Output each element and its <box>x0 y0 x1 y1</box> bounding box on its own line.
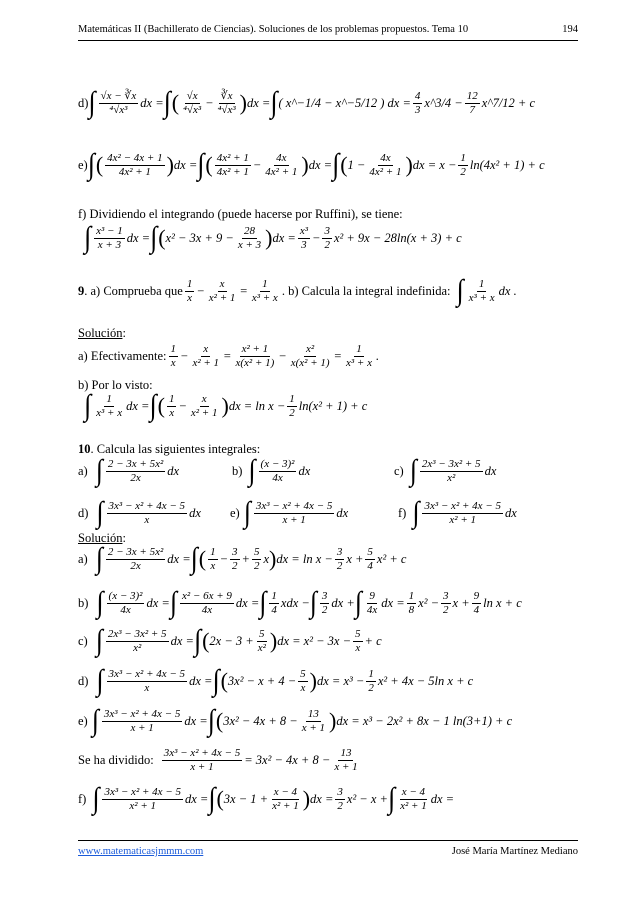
paren: ) <box>166 152 174 178</box>
frac: $\frac{\text{x² + 1}}{\text{x(x² + 1)}}$ <box>235 343 275 369</box>
text: dx = <box>140 95 164 110</box>
sol-9a: a) Efectivamente: $\frac{1}{x}$ − $\frac{x}{\text{x² + 1}}$ = $\frac{\text{x² + 1}}{\text{x(x² + 1)}}$ − $\frac{\text{x²}}{\text{x(x² + 1)}}$ = $\frac{1}{\text{x³ + x}}$ . <box>78 343 380 369</box>
problem-10: 10. Calcula las siguientes integrales: <box>78 442 261 456</box>
paren: ) <box>301 152 309 178</box>
label-d: d) <box>78 95 89 110</box>
text: dx = <box>126 398 150 413</box>
paren: ( <box>158 225 166 251</box>
paren: ( <box>171 90 180 116</box>
text: . a) Comprueba que <box>84 283 183 298</box>
paren: ) <box>239 90 247 116</box>
solution-heading-9: Solución: <box>78 326 126 340</box>
paren: ( <box>205 152 213 178</box>
paren: ) <box>405 152 413 178</box>
frac: $\frac{1}{x}$ <box>186 278 193 304</box>
sol-10a: a) ∫ $\frac{\text{2 − 3x + 5x²}}{2x}$ dx = ∫ ( $\frac{1}{x}$ − $\frac{3}{2}$ + $\frac{5}{2}$ x ) dx = ln x − $\frac{3}{2}$ x + $\frac{5}{4}$ x² + c <box>78 541 407 576</box>
text: ln(x² + 1) + c <box>298 398 368 413</box>
eq-d: d) ∫ $\frac{√x - ∛x}{\text{⁴√x³}}$ dx = ∫ ( $\frac{√x}{\text{⁴√x³}}$ − $\frac{∛x}{\text{⁴√x³}}$ ) dx = ∫ ( x^−1/4 − x^−5/12 ) dx = $\frac{4}{3}$ x^3/4 − $\frac{12}{7}$ x^7/12 + c <box>78 85 536 120</box>
frac: $\frac{1}{\text{x³ + x}}$ <box>251 278 278 304</box>
sol-10c: c) ∫ $\frac{\text{2x³ − 3x² + 5}}{\text{x²}}$ dx = ∫ ( 2x − 3 + $\frac{5}{\text{x²}}$ ) dx = x² − 3x − $\frac{5}{x}$ + c <box>78 623 382 658</box>
frac: $\frac{\text{4x² + 1}}{\text{4x² + 1}}$ <box>216 152 249 178</box>
paren: ) <box>265 225 273 251</box>
eq-f <box>84 220 462 255</box>
frac: $\frac{\text{4x² − 4x + 1}}{\text{4x² + 1}}$ <box>107 152 163 178</box>
f-intro: f) Dividiendo el integrando (puede hacerse por Ruffini), se tiene: <box>78 207 403 221</box>
frac: $\frac{\text{x³ − 1}}{x + 3}$ <box>96 225 123 251</box>
q10-e: e) ∫ $\frac{\text{3x³ − x² + 4x − 5}}{x + 1}$ dx <box>230 495 349 530</box>
page-number: 194 <box>562 24 578 35</box>
b9-intro: b) Por lo visto: <box>78 378 153 392</box>
page-footer <box>78 846 578 857</box>
frac: $\frac{√x}{\text{⁴√x³}}$ <box>183 90 202 116</box>
integral-sign: ∫ <box>88 85 96 120</box>
integral-sign: ∫ <box>149 388 157 423</box>
integral-sign: ∫ <box>270 85 278 120</box>
frac: $\frac{1}{2}$ <box>289 393 295 419</box>
text: dx = <box>272 230 296 245</box>
frac: $\frac{x}{\text{x² + 1}}$ <box>208 278 236 304</box>
integral-sign: ∫ <box>87 147 95 182</box>
frac: $\frac{∛x}{\text{⁴√x³}}$ <box>217 90 236 116</box>
frac: $\frac{1}{x}$ <box>170 343 176 369</box>
header-rule <box>78 40 578 41</box>
text: dx = <box>246 95 271 110</box>
integral-sign: ∫ <box>332 147 340 182</box>
sol-10e: e) ∫ $\frac{\text{3x³ − x² + 4x − 5}}{x + 1}$ dx = ∫ ( 3x² − 4x + 8 − $\frac{13}{x + 1}$ ) dx = x³ − 2x² + 8x − 1 ln(3+1) + c <box>78 703 513 738</box>
sol-10d: d) ∫ $\frac{\text{3x³ − x² + 4x − 5}}{x}$ dx = ∫ ( 3x² − x + 4 − $\frac{5}{x}$ ) dx = x³ − $\frac{1}{2}$ x² + 4x − 5ln x + c <box>78 663 474 698</box>
integral-sign: ∫ <box>163 85 171 120</box>
integral-sign: ∫ <box>197 147 205 182</box>
frac: $\frac{1}{\text{x³ + x}}$ <box>345 343 372 369</box>
text: dx = <box>126 230 151 245</box>
frac: $\frac{12}{7}$ <box>466 90 478 116</box>
text: a) Efectivamente: <box>78 348 167 363</box>
frac: $\frac{\text{x³}}{3}$ <box>299 225 309 251</box>
header-title: Matemáticas II (Bachillerato de Ciencias). Soluciones de los problemas propuestos. Tema 10 <box>78 24 469 35</box>
frac: $\frac{4}{3}$ <box>414 90 421 116</box>
sol-9b: ∫ $\frac{1}{\text{x³ + x}}$ dx = ∫ ( $\frac{1}{x}$ − $\frac{x}{\text{x² + 1}}$ ) dx = ln x − $\frac{1}{2}$ ln(x² + 1) + c <box>84 388 368 423</box>
paren: ( <box>95 152 104 178</box>
problem-9: 9 . a) Comprueba que $\frac{1}{x}$ − $\frac{x}{\text{x² + 1}}$ = $\frac{1}{\text{x³ + x}}$ . b) Calcula la integral indefinida: ∫ $\frac{1}{\text{x³ + x}}$ dx . <box>78 273 517 308</box>
frac: $\frac{4x}{\text{4x² + 1}}$ <box>369 152 402 178</box>
text: dx . <box>498 283 517 298</box>
frac: $\frac{x}{\text{x² + 1}}$ <box>190 393 218 419</box>
text: dx = ln x − <box>228 398 286 413</box>
author-name: José María Martínez Mediano <box>451 846 578 857</box>
text: x^7/12 + c <box>481 95 536 110</box>
label-e: e) <box>78 157 88 172</box>
frac: $\frac{3}{2}$ <box>324 225 330 251</box>
text: ( x^−1/4 − x^−5/12 ) dx = <box>278 95 411 110</box>
frac: $\frac{4x}{\text{4x² + 1}}$ <box>265 152 298 178</box>
q10-a: a) ∫ $\frac{\text{2 − 3x + 5x²}}{2x}$ dx <box>78 453 180 488</box>
sol-10f: f) ∫ $\frac{\text{3x³ − x² + 4x − 5}}{\text{x² + 1}}$ dx = ∫ ( 3x − 1 + $\frac{x - 4}{\text{x² + 1}}$ ) dx = $\frac{3}{2}$ x² − x + ∫ $\frac{x - 4}{\text{x² + 1}}$ dx = <box>78 781 455 816</box>
text: . b) Calcula la integral indefinida: <box>281 283 451 298</box>
eq-e: e) ∫ ( $\frac{\text{4x² − 4x + 1}}{\text{4x² + 1}}$ ) dx = ∫ ( $\frac{\text{4x² + 1}}{\text{4x² + 1}}$ − $\frac{4x}{\text{4x² + 1}}$ ) dx = ∫ ( 1 − $\frac{4x}{\text{4x² + 1}}$ ) dx = x − $\frac{1}{2}$ ln(4x² + 1) + c <box>78 147 545 182</box>
integral-sign: ∫ <box>84 388 92 423</box>
text: dx = x − <box>412 157 457 172</box>
paren: ) <box>221 393 229 419</box>
integral-sign: ∫ <box>84 220 92 255</box>
q10-b: b) ∫ $\frac{\text{(x − 3)²}}{4x}$ dx <box>232 453 311 488</box>
sol-10b: b) ∫ $\frac{\text{(x − 3)²}}{4x}$ dx = ∫ $\frac{\text{x² − 6x + 9}}{4x}$ dx = ∫ $\frac{1}{4}$ xdx − ∫ $\frac{3}{2}$ dx + ∫ $\frac{9}{4x}$ dx = $\frac{1}{8}$ x² − $\frac{3}{2}$ x + $\frac{9}{4}$ ln x + c <box>78 585 522 620</box>
problem-number: 9 <box>78 283 85 298</box>
paren: ( <box>157 393 165 419</box>
q10-d: d) ∫ $\frac{\text{3x³ − x² + 4x − 5}}{x}$ dx <box>78 495 201 530</box>
frac: $\frac{\text{x²}}{\text{x(x² + 1)}}$ <box>290 343 330 369</box>
frac: $\frac{1}{x}$ <box>168 393 175 419</box>
text: dx = <box>173 157 198 172</box>
frac: $\frac{1}{\text{x³ + x}}$ <box>468 278 495 304</box>
text: ln(4x² + 1) + c <box>469 157 545 172</box>
integral-sign: ∫ <box>456 273 464 308</box>
division-line: Se ha dividido: $\frac{\text{3x³ − x² + 4x − 5}}{x + 1}$ = 3x² − 4x + 8 − $\frac{13}{x + 1}$ <box>78 747 358 773</box>
text: x² + 9x − 28ln(x + 3) + c <box>333 230 462 245</box>
text: − <box>312 230 321 245</box>
text: x^3/4 − <box>424 95 463 110</box>
website-link[interactable]: www.matematicasjmmm.com <box>78 846 204 857</box>
text: 1 − <box>347 157 366 172</box>
footer-rule <box>78 840 578 841</box>
frac: $\frac{1}{\text{x³ + x}}$ <box>96 393 123 419</box>
frac: $\frac{28}{x + 3}$ <box>237 225 262 251</box>
frac: $\frac{1}{2}$ <box>460 152 466 178</box>
frac: $\frac{x}{\text{x² + 1}}$ <box>192 343 220 369</box>
text: x² − 3x + 9 − <box>165 230 234 245</box>
page-header <box>78 24 578 35</box>
frac: $\frac{√x - ∛x}{\text{⁴√x³}}$ <box>100 90 137 116</box>
q10-c: c) ∫ $\frac{\text{2x³ − 3x² + 5}}{\text{x²}}$ dx <box>394 453 497 488</box>
integral-sign: ∫ <box>150 220 158 255</box>
solution-heading-10: Solución: <box>78 531 126 545</box>
text: dx = <box>308 157 333 172</box>
q10-f: f) ∫ $\frac{\text{3x³ − x² + 4x − 5}}{\text{x² + 1}}$ dx <box>398 495 517 530</box>
paren: ( <box>340 152 348 178</box>
